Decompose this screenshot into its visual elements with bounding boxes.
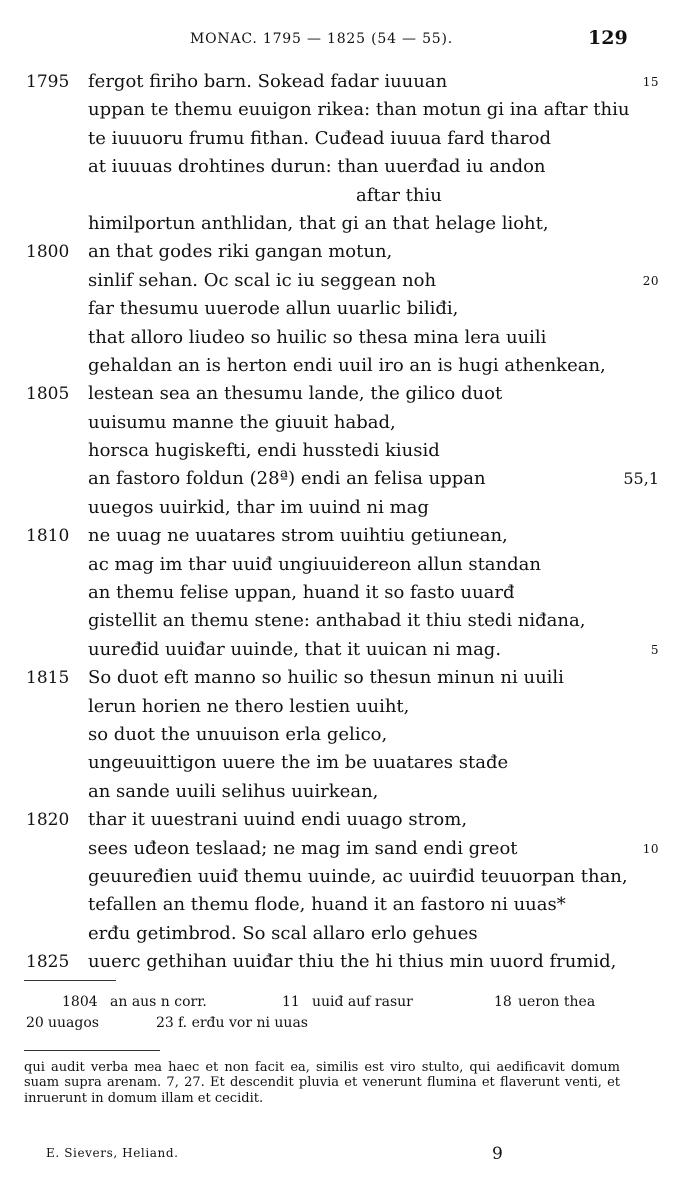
verse-text-line: aftar thiu [356,184,442,206]
verse-text-line: te iuuuoru frumu fithan. Cuđead iuuua fard tharod [88,127,552,149]
verse-line [0,96,687,124]
verse-text-line: thar it uuestrani uuind endi uuago strom, [88,809,468,831]
verse-text-line: an sande uuili selihus uuirkean, [88,780,379,802]
verse-text-line: ungeuuittigon uuere the im be uuatares stađe [88,752,509,774]
line-number: 1820 [26,810,70,831]
verse-text-line: So duot eft manno so huilic so thesun minun ni uuili [88,667,564,689]
verse-text-line: uuegos uuirkid, thar im uuind ni mag [88,496,429,518]
margin-number: 5 [650,642,659,657]
verse-line [0,778,687,806]
verse-line [0,551,687,579]
verse-line [0,636,687,664]
verse-line [0,437,687,465]
verse-text-line: an that godes riki gangan motun, [88,241,393,263]
verse-line [0,920,687,948]
apparatus-note: an aus n corr. [110,994,207,1010]
verse-text-line: sees uđeon teslaad; ne mag im sand endi greot [88,837,518,859]
apparatus-ref: 23 [156,1015,174,1031]
line-number: 1825 [26,952,70,973]
verse-text-line: sinlif sehan. Oc scal ic iu seggean noh [88,269,437,291]
verse-line [0,68,687,96]
verse-line [0,749,687,777]
verse-line [0,664,687,692]
line-number: 1800 [26,242,70,263]
page-footer [0,1146,687,1166]
verse-line [0,891,687,919]
verse-text-line: so duot the unuuison erla gelico, [88,723,388,745]
verse-line [0,579,687,607]
verse-line [0,324,687,352]
apparatus-note: ueron thea [518,994,596,1010]
verse-text-line: gehaldan an is herton endi uuil iro an is hugi athenkean, [88,354,606,376]
signature-mark: E. Sievers, Heliand. [46,1146,179,1160]
verse-text-line: horsca hugiskefti, endi husstedi kiusid [88,440,440,462]
verse-line [0,380,687,408]
latin-source-note: qui audit verba mea haec et non facit ea, similis est viro stulto, qui aedificavit domum suam supra arenam. 7, 27. Et descendit pluvia et venerunt flumina et flaverunt venti, et inruerunt in domum illam et cecidit. [24,1060,620,1106]
margin-number: 15 [642,75,659,89]
apparatus-ref: 1804 [62,994,98,1010]
page-number: 129 [588,27,628,49]
verse-line [0,863,687,891]
apparatus-line [0,1013,687,1034]
verse-text-line: ne uuag ne uuatares strom uuihtiu getiunean, [88,525,508,547]
verse-line [0,409,687,437]
footnote-divider [24,980,116,981]
sheet-number: 9 [492,1144,503,1164]
verse-text-line: ac mag im thar uuiđ ungiuuidereon allun standan [88,553,541,575]
line-number: 1815 [26,668,70,689]
margin-number: 20 [642,273,659,288]
verse-line [0,238,687,266]
verse-text-line: lestean sea an thesumu lande, the gilico duot [88,383,503,405]
apparatus-line [0,992,687,1013]
page-header [0,27,687,51]
verse-line [0,607,687,635]
verse-text-line: gistellit an themu stene: anthabad it thiu stedi niđana, [88,610,586,632]
verse-text-line: an themu felise uppan, huand it so fasto uuarđ [88,582,515,604]
verse-line [0,153,687,181]
verse-line [0,721,687,749]
verse-text-line: uuerc gethihan uuiđar thiu the hi thius min uuord frumid, [88,951,617,973]
verse-line [0,806,687,834]
verse-text-line: himilportun anthlidan, that gi an that helage lioht, [88,212,549,234]
verse-line [0,465,687,493]
apparatus-ref: 20 [26,1015,44,1031]
verse-line [0,948,687,976]
verse-line [0,835,687,863]
verse-text-line: fergot firiho barn. Sokead fadar iuuuan [88,71,448,92]
verse-line [0,182,687,210]
verse-text-line: an fastoro foldun (28ª) endi an felisa uppan [88,468,486,490]
verse-text-line: at iuuuas drohtines durun: than uuerđad iu andon [88,156,546,178]
critical-apparatus [0,992,687,1034]
running-head: MONAC. 1795 — 1825 (54 — 55). [190,31,453,47]
verse-text-line: geuuređien uuiđ themu uuinde, ac uuirđid teuuorpan than, [88,865,628,887]
apparatus-note: uuagos [48,1015,99,1031]
verse-line [0,295,687,323]
verse-line [0,352,687,380]
line-number: 1810 [26,526,70,547]
line-number: 1805 [26,384,70,405]
verse-line [0,267,687,295]
verse-text-line: lerun horien ne thero lestien uuiht, [88,695,410,717]
verse-line [0,693,687,721]
verse-text-line: that alloro liudeo so huilic so thesa mina lera uuili [88,326,547,348]
verse-line [0,494,687,522]
apparatus-ref: 18 [494,994,512,1010]
verse-text-line: tefallen an themu flode, huand it an fastoro ni uuas* [88,894,566,916]
apparatus-ref: 11 [282,994,300,1010]
verse-text-line: uuisumu manne the giuuit habad, [88,411,396,433]
verse-text-line: uppan te themu euuigon rikea: than motun gi ina aftar thiu [88,99,630,121]
margin-number: 10 [642,841,659,856]
apparatus-note: f. erđu vor ni uuas [178,1015,308,1031]
verse-line [0,210,687,238]
verse-line [0,522,687,550]
margin-number: 55,1 [623,469,659,489]
verse-text-line: far thesumu uuerode allun uuarlic biliđi, [88,298,459,320]
verse-text-line: uuređid uuiđar uuinde, that it uuican ni mag. [88,638,502,660]
verse-line [0,125,687,153]
line-number: 1795 [26,72,70,92]
verse-text-line: erđu getimbrod. So scal allaro erlo gehues [88,922,478,944]
apparatus-note: uuiđ auf rasur [312,994,413,1010]
verse-text [0,68,687,977]
note-divider [24,1050,160,1051]
